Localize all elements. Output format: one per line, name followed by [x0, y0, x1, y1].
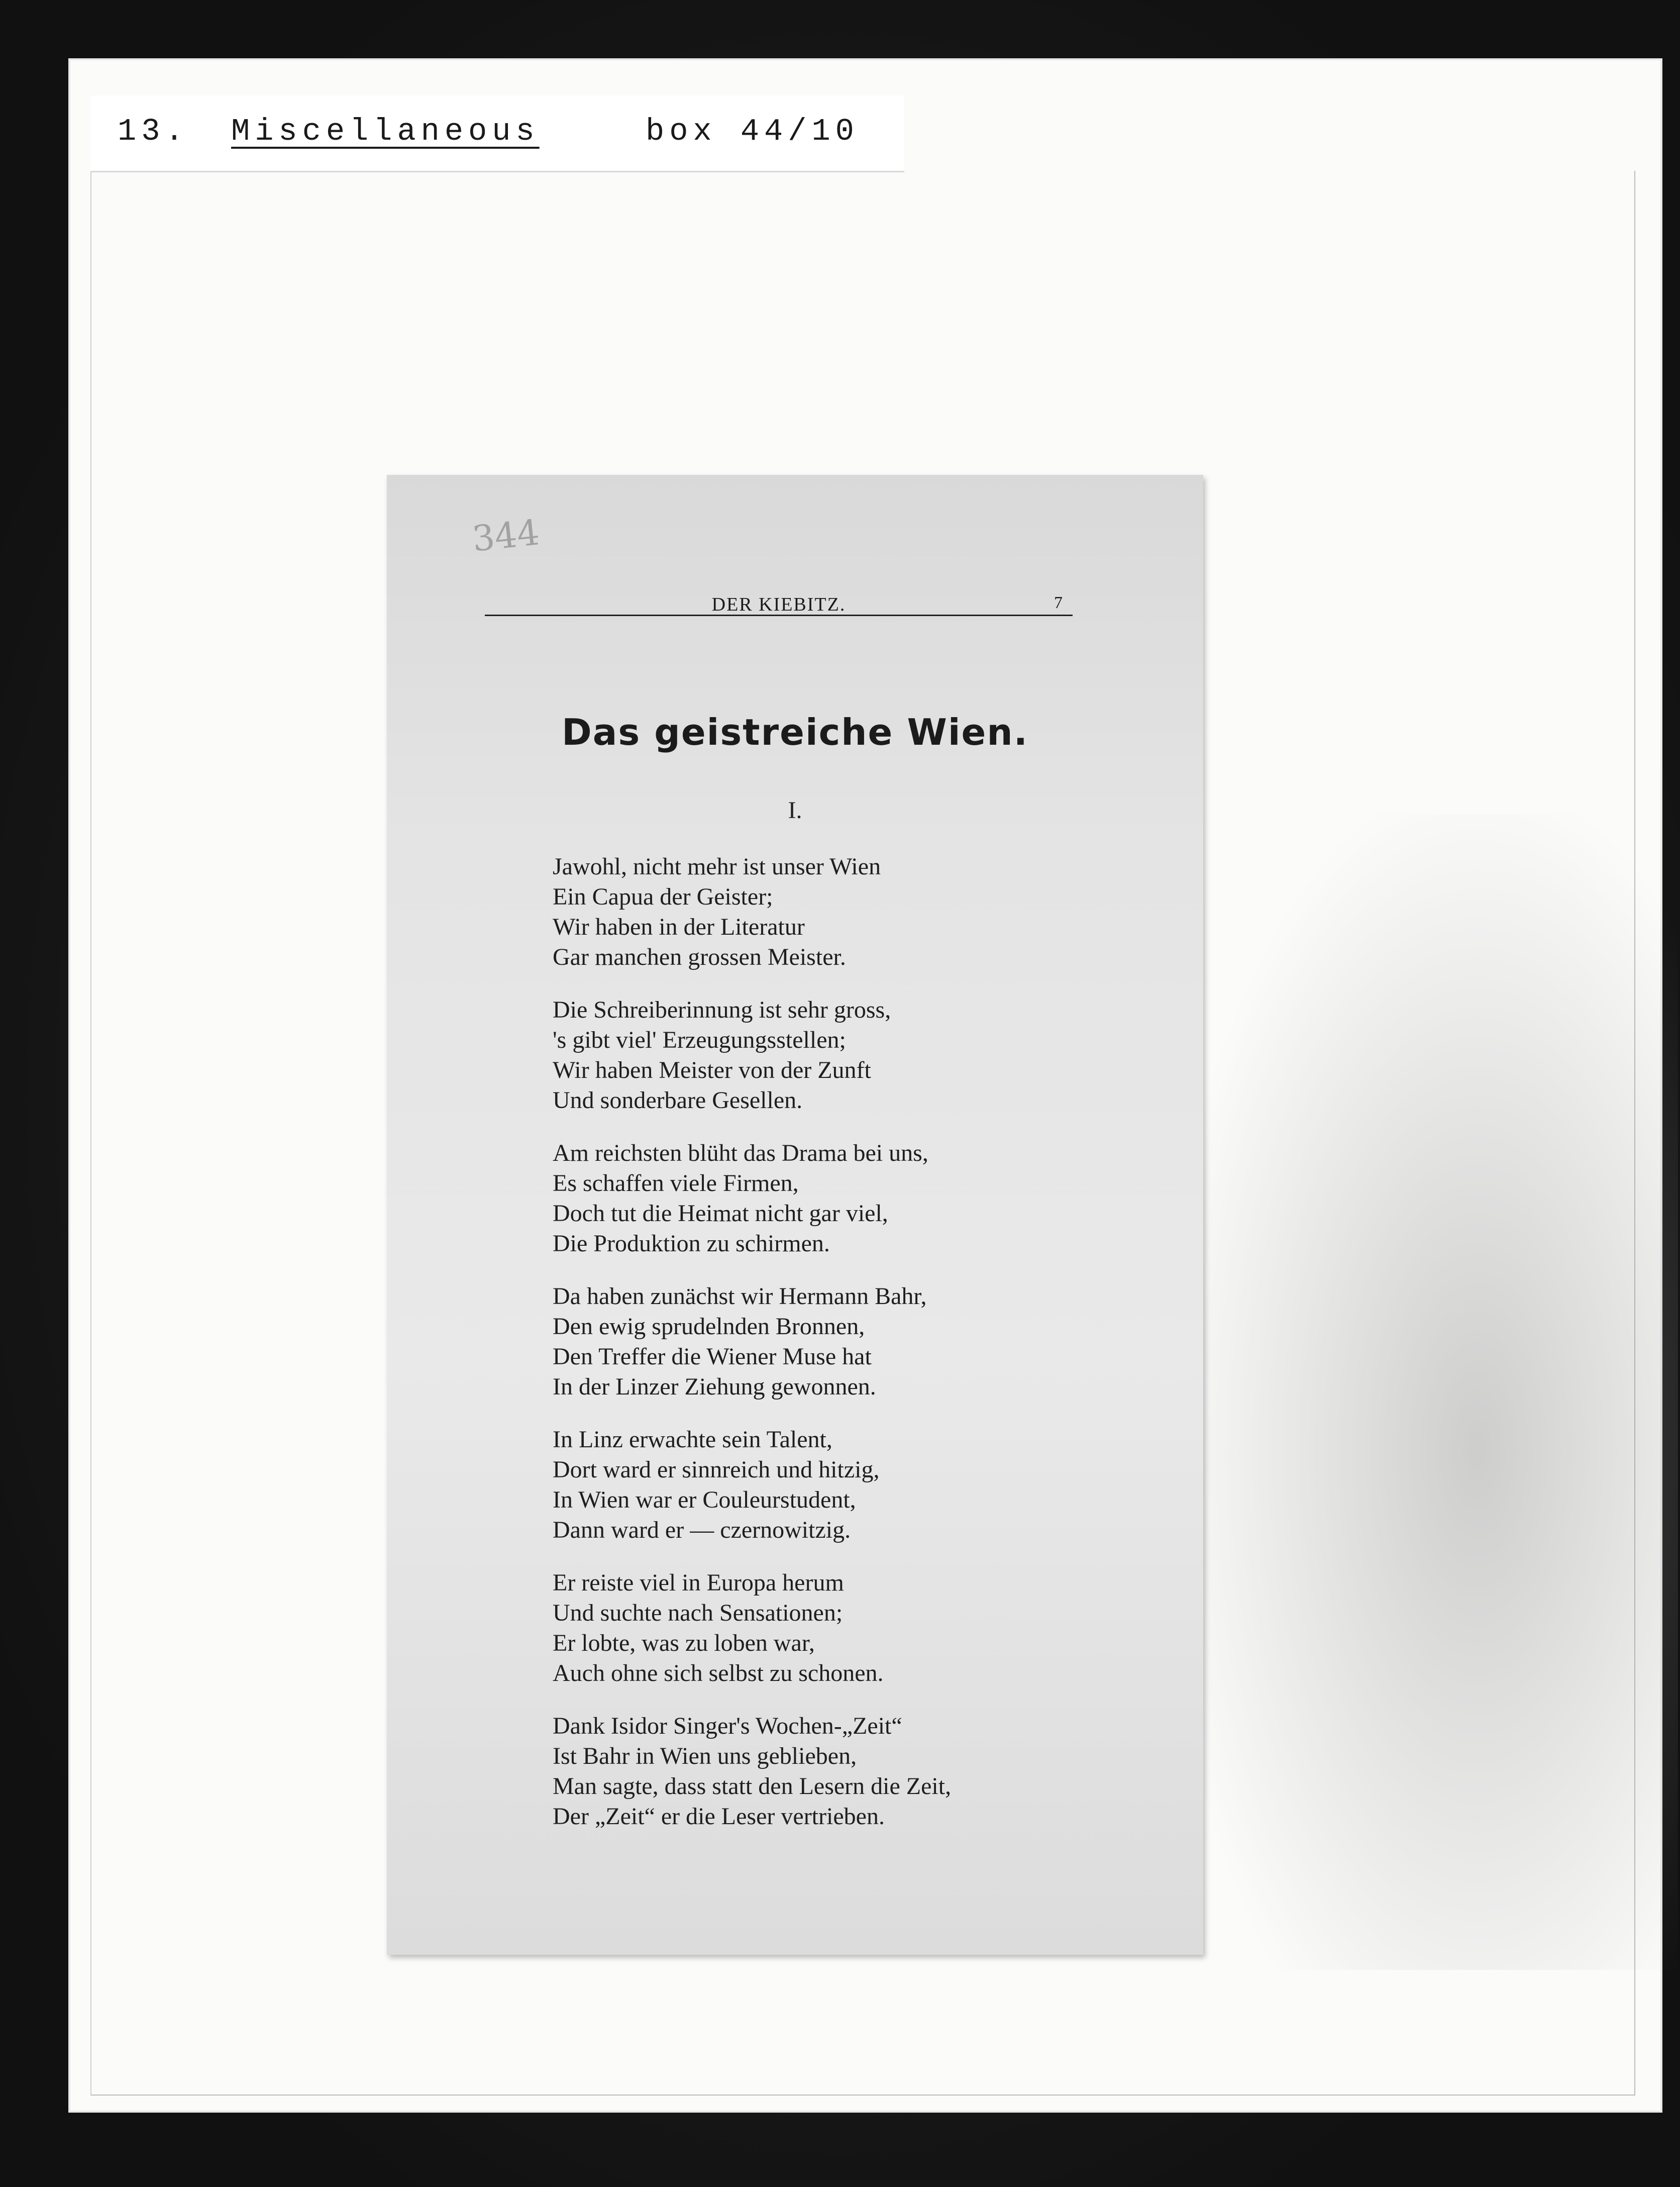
- verse-line: 's gibt viel' Erzeugungsstellen;: [553, 1027, 846, 1053]
- verse-line: Dann ward er — czernowitzig.: [553, 1517, 851, 1543]
- verse-line: Den ewig sprudelnden Bronnen,: [553, 1313, 865, 1340]
- verse-line: Man sagte, dass statt den Lesern die Zeit,: [553, 1773, 952, 1800]
- stanza-2: [553, 995, 1176, 1116]
- box-reference: box 44/10: [646, 114, 859, 149]
- poem-title: Das geistreiche Wien.: [562, 711, 1028, 753]
- verse-line: Wir haben Meister von der Zunft: [553, 1057, 871, 1083]
- verse-line: In Wien war er Couleurstudent,: [553, 1486, 856, 1513]
- verse-line: In der Linzer Ziehung gewonnen.: [553, 1373, 876, 1400]
- verse-line: In Linz erwachte sein Talent,: [553, 1426, 832, 1453]
- verse-line: Da haben zunächst wir Hermann Bahr,: [553, 1283, 927, 1310]
- running-head-title: DER KIEBITZ.: [711, 594, 846, 615]
- running-head: [485, 589, 1073, 616]
- verse-line: Es schaffen viele Firmen,: [553, 1170, 799, 1197]
- page-number: 7: [1054, 593, 1063, 612]
- verse-line: Auch ohne sich selbst zu schonen.: [553, 1660, 884, 1686]
- section-numeral: I.: [788, 797, 802, 824]
- verse-line: Am reichsten blüht das Drama bei uns,: [553, 1140, 928, 1166]
- verse-line: Dort ward er sinnreich und hitzig,: [553, 1456, 880, 1483]
- verse-line: Ein Capua der Geister;: [553, 883, 773, 910]
- archive-sheet: [70, 60, 1660, 2111]
- stanza-3: [553, 1138, 1176, 1259]
- pencil-annotation: 344: [470, 512, 542, 560]
- verse-line: Den Treffer die Wiener Muse hat: [553, 1343, 872, 1370]
- film-smudge: [1176, 814, 1678, 1970]
- stanza-4: [553, 1281, 1176, 1402]
- verse-line: Der „Zeit“ er die Leser vertrieben.: [553, 1803, 885, 1830]
- verse-line: Jawohl, nicht mehr ist unser Wien: [553, 853, 881, 880]
- verse-line: Die Schreiberinnung ist sehr gross,: [553, 997, 891, 1023]
- stanza-7: [553, 1711, 1176, 1832]
- folder-title: Miscellaneous: [231, 114, 540, 149]
- stanza-5: [553, 1425, 1176, 1545]
- verse-line: Er lobte, was zu loben war,: [553, 1630, 815, 1656]
- verse-line: Ist Bahr in Wien uns geblieben,: [553, 1743, 857, 1769]
- stanza-1: [553, 852, 1176, 972]
- folder-number: 13.: [118, 114, 189, 149]
- newspaper-clipping: [387, 475, 1203, 1955]
- verse-line: Und sonderbare Gesellen.: [553, 1087, 803, 1114]
- verse-line: Die Produktion zu schirmen.: [553, 1230, 830, 1257]
- verse-line: Er reiste viel in Europa herum: [553, 1569, 844, 1596]
- verse-line: Gar manchen grossen Meister.: [553, 944, 846, 970]
- verse-line: Dank Isidor Singer's Wochen-„Zeit“: [553, 1713, 902, 1739]
- verse-line: Doch tut die Heimat nicht gar viel,: [553, 1200, 888, 1227]
- verse-line: Und suchte nach Sensationen;: [553, 1600, 843, 1626]
- verse-line: Wir haben in der Literatur: [553, 914, 805, 940]
- stanza-6: [553, 1568, 1176, 1688]
- archive-label-strip: [90, 95, 904, 172]
